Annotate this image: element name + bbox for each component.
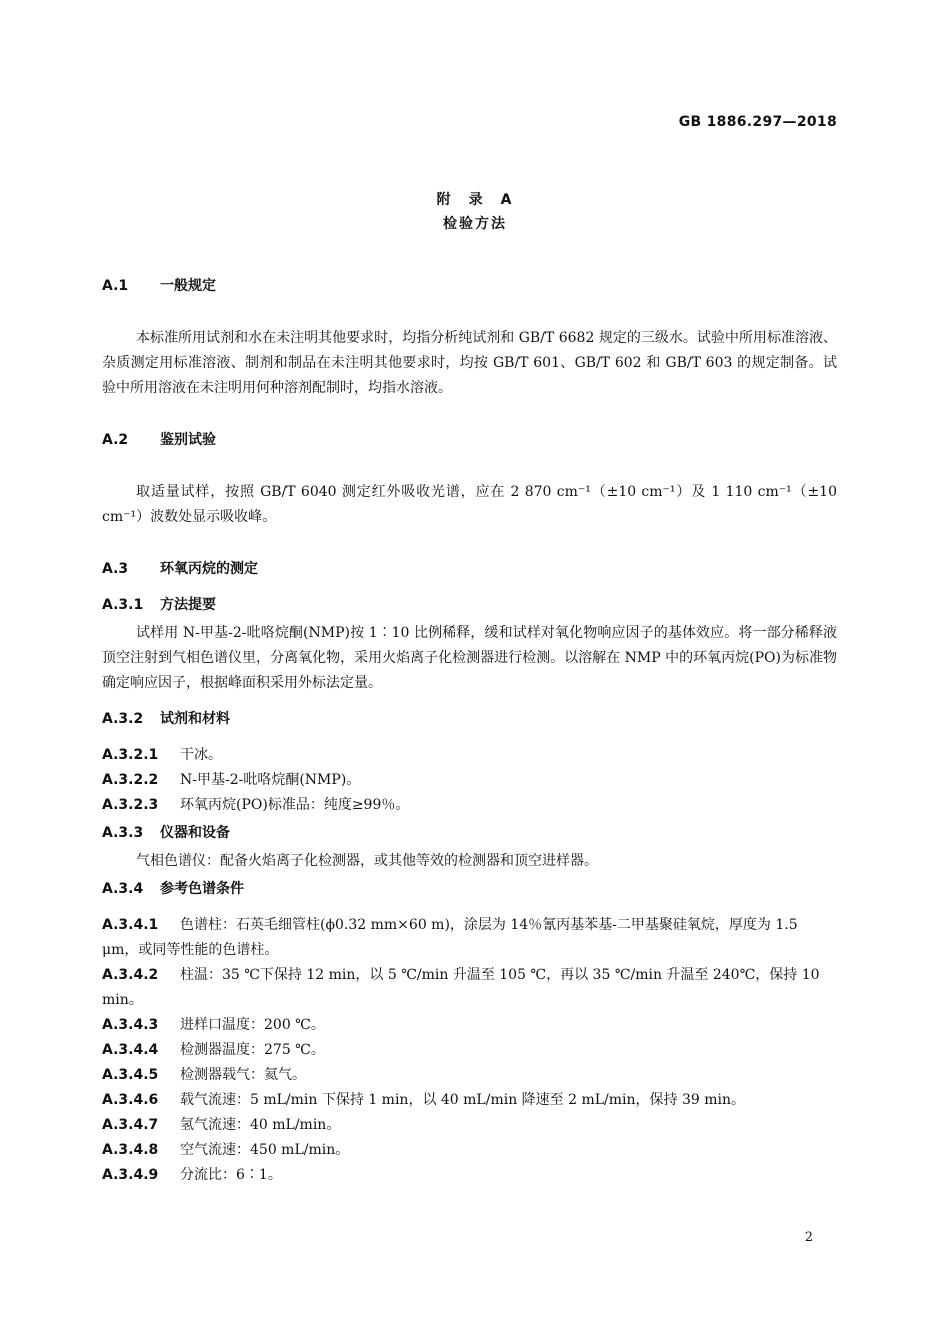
item-text: 干冰。 (180, 747, 222, 763)
list-item (102, 743, 837, 768)
subsection-heading-a34 (102, 877, 837, 902)
list-item (102, 1163, 837, 1188)
section-title: 鉴别试验 (160, 432, 216, 448)
item-number: A.3.4.2 (102, 967, 159, 983)
standard-code: GB 1886.297—2018 (678, 114, 837, 130)
list-item (102, 1088, 837, 1113)
subsection-heading-a31 (102, 593, 837, 618)
list-item (102, 1138, 837, 1163)
list-item (102, 793, 837, 818)
item-text: 载气流速：5 mL/min 下保持 1 min，以 40 mL/min 降速至 2 mL/min，保持 39 min。 (180, 1092, 746, 1108)
item-number: A.3.4.5 (102, 1067, 159, 1083)
paragraph-method-summary: 试样用 N-甲基-2-吡咯烷酮(NMP)按 1∶10 比例稀释，缓和试样对氧化物响应因子的基体效应。将一部分稀释液顶空注射到气相色谱仪里，分离氧化物，采用火焰离子化检测器进行检测。以溶解在 NMP 中的环氧丙烷(PO)为标准物确定响应因子，根据峰面积采用外标法定量。 (102, 625, 837, 691)
item-text: 检测器温度：275 ℃。 (180, 1042, 325, 1058)
subsection-heading-a32 (102, 707, 837, 732)
paragraph-identification: 取适量试样，按照 GB/T 6040 测定红外吸收光谱，应在 2 870 cm⁻¹（±10 cm⁻¹）及 1 110 cm⁻¹（±10 cm⁻¹）波数处显示吸收峰。 (102, 484, 837, 525)
item-text: 空气流速：450 mL/min。 (180, 1142, 350, 1158)
item-text: N-甲基-2-吡咯烷酮(NMP)。 (180, 772, 361, 788)
item-text: 分流比：6∶1。 (180, 1167, 282, 1183)
subsection-title: 仪器和设备 (160, 825, 230, 841)
list-item (102, 1113, 837, 1138)
subsection-title: 试剂和材料 (160, 711, 230, 727)
item-number: A.3.4.7 (102, 1117, 159, 1133)
item-text: 色谱柱：石英毛细管柱(ϕ0.32 mm×60 m)，涂层为 14％氰丙基苯基-二甲基聚硅氧烷，厚度为 1.5 μm，或同等性能的色谱柱。 (102, 917, 798, 958)
item-number: A.3.2.3 (102, 797, 159, 813)
section-number: A.2 (102, 432, 129, 448)
annex-heading (0, 188, 950, 236)
list-item (102, 913, 837, 963)
subsection-title: 参考色谱条件 (160, 881, 244, 897)
section-heading-a3 (102, 557, 837, 582)
item-text: 氢气流速：40 mL/min。 (180, 1117, 341, 1133)
item-text: 检测器载气：氦气。 (180, 1067, 306, 1083)
item-number: A.3.4.1 (102, 917, 159, 933)
item-text: 环氧丙烷(PO)标准品：纯度≥99％。 (180, 797, 410, 813)
section-heading-a2 (102, 428, 837, 453)
list-item (102, 1013, 837, 1038)
item-number: A.3.4.9 (102, 1167, 159, 1183)
section-number: A.3 (102, 561, 129, 577)
list-item (102, 1038, 837, 1063)
item-text: 进样口温度：200 ℃。 (180, 1017, 325, 1033)
subsection-heading-a33 (102, 821, 837, 846)
item-number: A.3.4.4 (102, 1042, 159, 1058)
annex-label: 附 录 A (436, 192, 514, 208)
section-heading-a1 (102, 274, 837, 299)
list-item (102, 1063, 837, 1088)
item-number: A.3.4.8 (102, 1142, 159, 1158)
annex-title: 检验方法 (443, 216, 507, 232)
paragraph-apparatus: 气相色谱仪：配备火焰离子化检测器，或其他等效的检测器和顶空进样器。 (136, 853, 598, 869)
section-number: A.1 (102, 278, 129, 294)
list-item (102, 963, 837, 1013)
document-body (102, 274, 837, 1188)
section-title: 一般规定 (160, 278, 216, 294)
item-number: A.3.2.1 (102, 747, 159, 763)
subsection-number: A.3.2 (102, 711, 144, 727)
paragraph-general-rules: 本标准所用试剂和水在未注明其他要求时，均指分析纯试剂和 GB/T 6682 规定的三级水。试验中所用标准溶液、杂质测定用标准溶液、制剂和制品在未注明其他要求时，均按 GB/T 601、GB/T 602 和 GB/T 603 的规定制备。试验中所用溶液在未注明用何种溶剂配制时，均指水溶液。 (102, 330, 837, 396)
item-number: A.3.2.2 (102, 772, 159, 788)
page-number: 2 (804, 1230, 813, 1245)
section-title: 环氧丙烷的测定 (160, 561, 258, 577)
item-text: 柱温：35 ℃下保持 12 min，以 5 ℃/min 升温至 105 ℃，再以 35 ℃/min 升温至 240℃，保持 10 min。 (102, 967, 820, 1008)
subsection-title: 方法提要 (160, 597, 216, 613)
item-number: A.3.4.6 (102, 1092, 159, 1108)
list-item (102, 768, 837, 793)
item-number: A.3.4.3 (102, 1017, 159, 1033)
subsection-number: A.3.4 (102, 881, 144, 897)
subsection-number: A.3.3 (102, 825, 144, 841)
subsection-number: A.3.1 (102, 597, 144, 613)
